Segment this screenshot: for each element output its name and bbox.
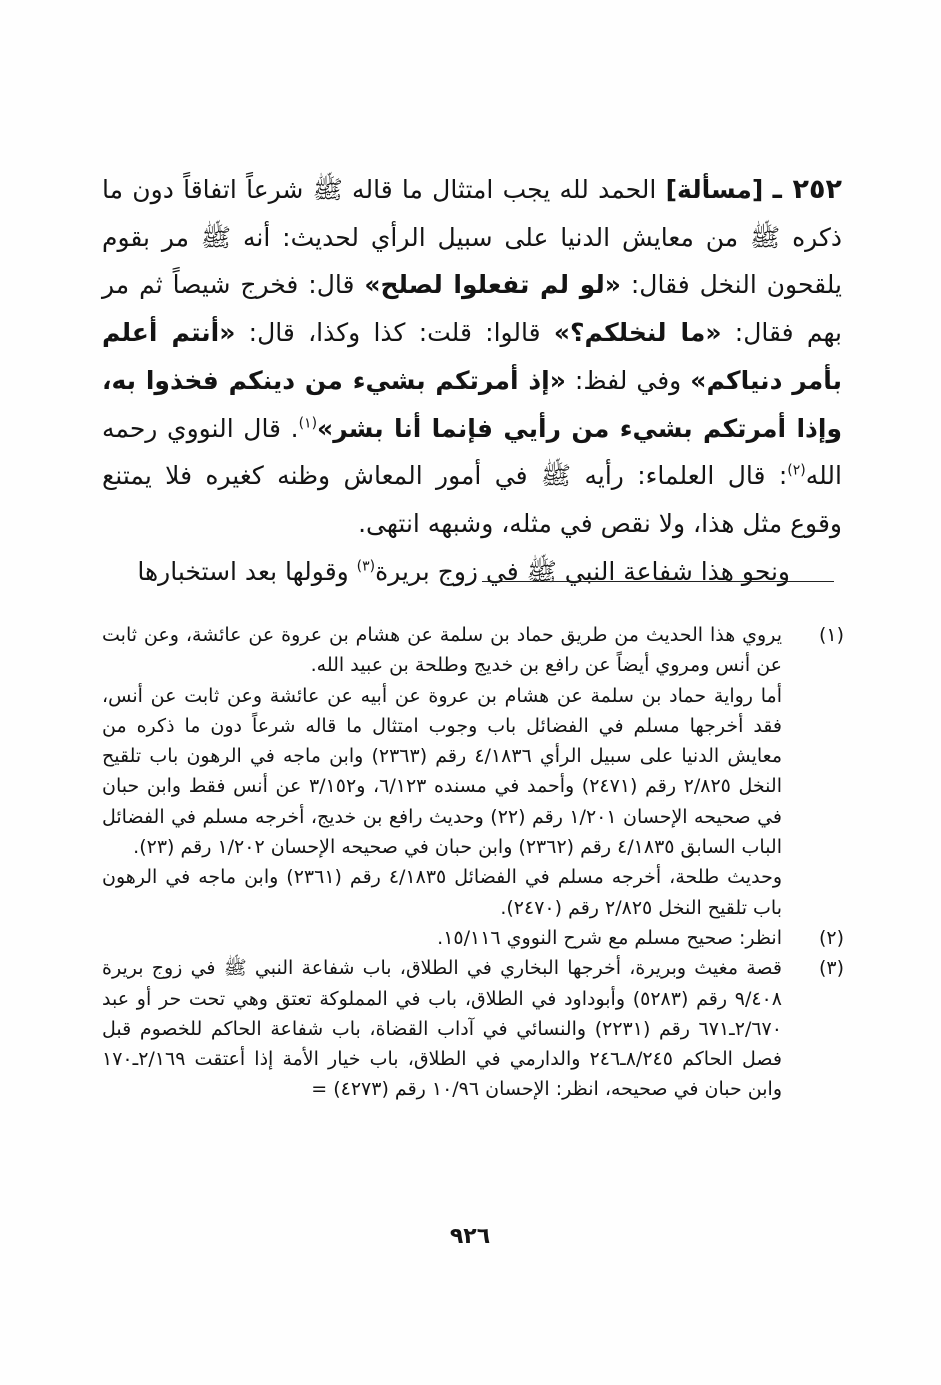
footnote-3 [102,953,844,1104]
footnote-1 [102,620,844,923]
main-paragraph-2 [102,548,842,596]
footnote-paragraph: يروي هذا الحديث من طريق حماد بن سلمة عن هشام بن عروة عن عائشة، وعن ثابت عن أنس ومروي أيضاً عن رافع بن خديج وطلحة بن عبيد الله. [102,624,782,677]
hadith-quote: «إذ أمرتكم بشيء من دينكم فخذوا به، وإذا أمرتكم بشيء من رأيي فإنما أنا بشر» [102,365,842,443]
footnote-ref[interactable]: (١) [298,415,318,432]
text-segment: ونحو هذا شفاعة النبي ﷺ في زوج بريرة [375,556,790,586]
footnote-paragraph: وحديث طلحة، أخرجه مسلم في الفضائل ٤/١٨٣٥ رقم (٢٣٦١) وابن ماجه في الرهون باب تلقيح النخل ٢/٨٢٥ رقم (٢٤٧٠). [102,866,782,919]
footnote-ref[interactable]: (٢) [787,462,806,479]
page-number: ٩٢٦ [449,1224,491,1249]
footnote-ref[interactable]: (٣) [356,558,376,575]
footnote-mark: (٣) [818,957,844,980]
text-segment: وفي لفظ: [565,365,691,395]
issue-label: [مسألة] [665,175,764,204]
footnotes [102,620,844,1105]
footnote-paragraph: قصة مغيث وبريرة، أخرجها البخاري في الطلاق، باب شفاعة النبي ﷺ في زوج بريرة ٩/٤٠٨ رقم (٥٢٨٣) وأبوداود في الطلاق، باب في المملوكة تعتق وهي تحت حر أو عبد ٢/٦٧٠ـ٦٧١ رقم (٢٢٣١) والنسائي في آداب القضاة، باب شفاعة الحاكم للخصوم قبل فصل الحاكم ٨/٢٤٥ـ٢٤٦ والدارمي في الطلاق، باب خيار الأمة إذا أعتقت ٢/١٦٩ـ١٧٠ وابن حبان في صحيحه، انظر: الإحسان ١٠/٩٦ رقم (٤٢٧٣) = [102,957,782,1101]
issue-number: ٢٥٢ ـ [772,174,842,205]
text-segment: . قال النووي رحمه الله [102,413,842,491]
footnote-2 [102,923,844,953]
footnote-separator [482,581,834,582]
footnote-mark: (٢) [818,926,844,949]
hadith-quote: «لو لم تفعلوا لصلح» [364,270,621,300]
text-segment: قالوا: قلت: كذا وكذا، قال: [235,318,554,348]
hadith-quote: «ما لنخلكم؟» [553,318,722,348]
hadith-quote: «أنتم أعلم بأمر دنياكم» [102,318,842,395]
text-segment: الحمد لله يجب امتثال ما قاله ﷺ شرعاً اتفاقاً دون ما ذكره ﷺ من معايش الدنيا على سبيل الرأي لحديث: أنه ﷺ مر بقوم يلقحون النخل فقال: [102,175,842,300]
text-segment: وقولها بعد استخبارها [137,556,357,586]
main-text [102,166,842,595]
footnote-mark: (١) [818,624,844,646]
footnote-paragraph: أما رواية حماد بن سلمة عن هشام بن عروة عن أبيه عن عائشة وعن ثابت عن أنس، فقد أخرجها مسلم في الفضائل باب وجوب امتثال ما قاله شرعاً دون ما ذكره من معايش الدنيا على سبيل الرأي ٤/١٨٣٦ رقم (٢٣٦٣) وابن ماجه في الرهون باب تلقيح النخل ٢/٨٢٥ رقم (٢٤٧١) وأحمد في مسنده ٦/١٢٣، و٣/١٥٢ عن أنس فقط وابن حبان في صحيحه الإحسان ١/٢٠١ رقم (٢٢) وحديث رافع بن خديج، أخرجه مسلم في الفضائل الباب السابق ٤/١٨٣٥ رقم (٢٣٦٢) وابن حبان في صحيحه الإحسان ١/٢٠٢ رقم (٢٣). [102,684,782,859]
text-segment: قال: فخرج شيصاً ثم مر بهم فقال: [102,270,842,348]
main-paragraph-1 [102,166,842,548]
text-segment: : قال العلماء: رأيه ﷺ في أمور المعاش وظنه كغيره فلا يمتنع وقوع مثل هذا، ولا نقص في مثله، وشبهه انتهى. [102,461,842,538]
footnote-paragraph: انظر: صحيح مسلم مع شرح النووي ١٥/١١٦. [437,926,782,949]
